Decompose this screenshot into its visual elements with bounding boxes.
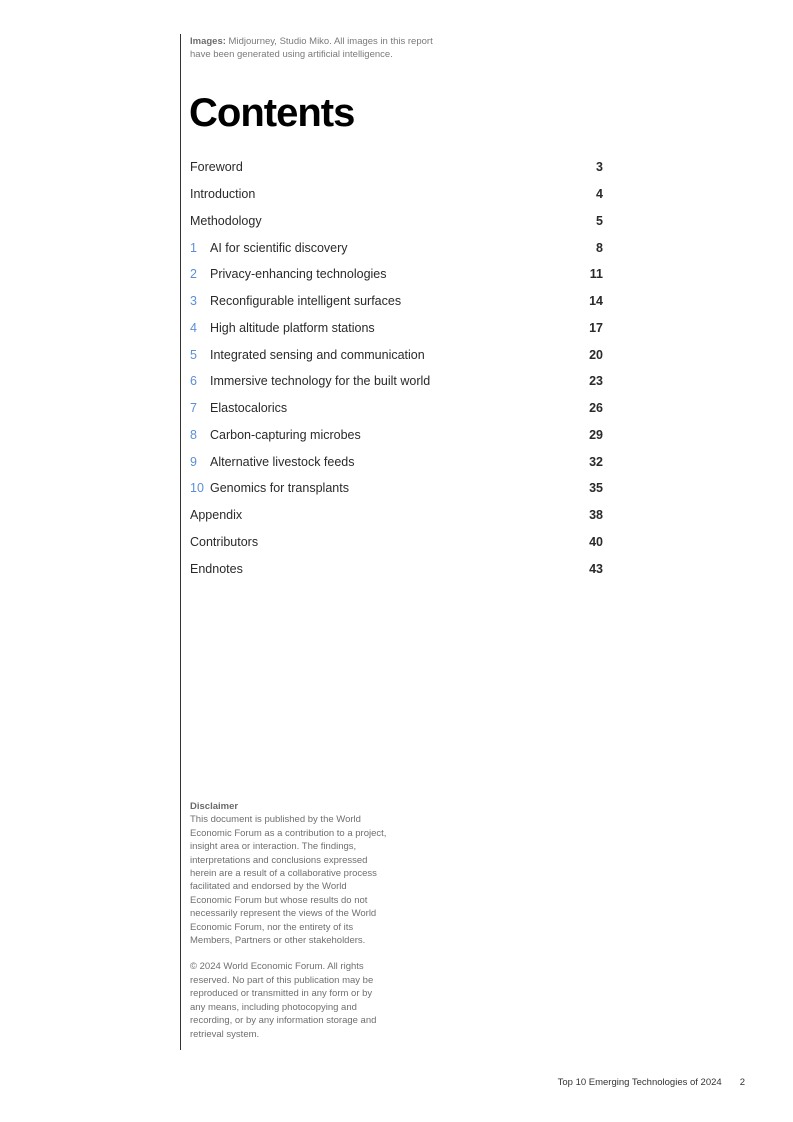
toc-number: 2 <box>190 267 197 282</box>
toc-item-immersive-technology-for-the-built-world[interactable] <box>190 368 603 395</box>
toc-label: Alternative livestock feeds <box>210 454 355 469</box>
toc-item-methodology[interactable] <box>190 208 603 235</box>
toc-page-number: 23 <box>589 374 603 389</box>
footer-page-number: 2 <box>739 1077 745 1088</box>
toc-page-number: 8 <box>596 240 603 255</box>
toc-item-genomics-for-transplants[interactable] <box>190 475 603 502</box>
toc-number: 10 <box>190 481 204 496</box>
toc-item-foreword[interactable] <box>190 154 603 181</box>
toc-item-contributors[interactable] <box>190 529 603 556</box>
disclaimer <box>190 800 390 1041</box>
toc-number: 7 <box>190 401 197 416</box>
toc-page-number: 26 <box>589 401 603 416</box>
toc-item-reconfigurable-intelligent-surfaces[interactable] <box>190 288 603 315</box>
toc-page-number: 43 <box>589 561 603 576</box>
toc-label: Reconfigurable intelligent surfaces <box>210 294 402 309</box>
disclaimer-title: Disclaimer <box>190 801 239 812</box>
toc-page-number: 20 <box>589 347 603 362</box>
toc-label: Methodology <box>190 213 262 228</box>
toc-label: AI for scientific discovery <box>210 240 348 255</box>
toc-page-number: 14 <box>589 294 603 309</box>
toc-number: 9 <box>190 454 197 469</box>
toc-number: 3 <box>190 294 197 309</box>
page-footer <box>558 1077 745 1088</box>
toc-label: Immersive technology for the built world <box>210 374 431 389</box>
toc-item-integrated-sensing-and-communication[interactable] <box>190 341 603 368</box>
toc-label: Contributors <box>190 534 259 549</box>
toc-item-ai-for-scientific-discovery[interactable] <box>190 234 603 261</box>
toc-number: 6 <box>190 374 197 389</box>
image-credits-label: Images: <box>190 36 226 47</box>
toc-page-number: 17 <box>589 320 603 335</box>
toc-number: 5 <box>190 347 197 362</box>
toc-page-number: 35 <box>589 481 603 496</box>
toc-page-number: 29 <box>589 427 603 442</box>
toc-item-high-altitude-platform-stations[interactable] <box>190 315 603 342</box>
toc-item-appendix[interactable] <box>190 502 603 529</box>
toc-number: 4 <box>190 320 197 335</box>
toc-label: Elastocalorics <box>210 401 288 416</box>
toc-item-endnotes[interactable] <box>190 555 603 582</box>
toc-label: High altitude platform stations <box>210 320 375 335</box>
toc-label: Genomics for transplants <box>210 481 349 496</box>
image-credits <box>190 36 450 61</box>
toc-page-number: 32 <box>589 454 603 469</box>
toc-label: Introduction <box>190 187 256 202</box>
toc-item-alternative-livestock-feeds[interactable] <box>190 448 603 475</box>
image-credits-text: Midjourney, Studio Miko. All images in this report have been generated using artificial intelligence. <box>190 36 433 60</box>
toc-label: Endnotes <box>190 561 243 576</box>
toc-page-number: 5 <box>596 213 603 228</box>
toc-page-number: 40 <box>589 534 603 549</box>
vertical-rule <box>180 34 181 1050</box>
toc-number: 8 <box>190 427 197 442</box>
toc-number: 1 <box>190 240 197 255</box>
toc-label: Carbon-capturing microbes <box>210 427 361 442</box>
toc-page-number: 3 <box>596 160 603 175</box>
copyright-notice: © 2024 World Economic Forum. All rights reserved. No part of this publication may be reproduced or transmitted in any form or by any means, including photocopying and recording, or by any information storage and retrieval system. <box>190 961 377 1040</box>
toc-label: Appendix <box>190 508 243 523</box>
toc-label: Foreword <box>190 160 243 175</box>
footer-report-title: Top 10 Emerging Technologies of 2024 <box>557 1077 722 1088</box>
toc-page-number: 38 <box>589 508 603 523</box>
page-title: Contents <box>189 91 355 135</box>
toc-item-privacy-enhancing-technologies[interactable] <box>190 261 603 288</box>
toc-page-number: 11 <box>589 267 603 282</box>
disclaimer-body: This document is published by the World Economic Forum as a contribution to a project, insight area or interaction. The findings, interpretations and conclusions expressed herein are a result of a collaborative process facilitated and endorsed by the World Economic Forum but whose results do not necessarily represent the views of the World Economic Forum, nor the entirety of its Members, Partners or other stakeholders. <box>190 814 387 947</box>
table-of-contents <box>190 154 603 582</box>
toc-item-introduction[interactable] <box>190 181 603 208</box>
toc-page-number: 4 <box>596 187 603 202</box>
toc-label: Privacy-enhancing technologies <box>210 267 387 282</box>
toc-item-carbon-capturing-microbes[interactable] <box>190 422 603 449</box>
toc-item-elastocalorics[interactable] <box>190 395 603 422</box>
toc-label: Integrated sensing and communication <box>210 347 425 362</box>
